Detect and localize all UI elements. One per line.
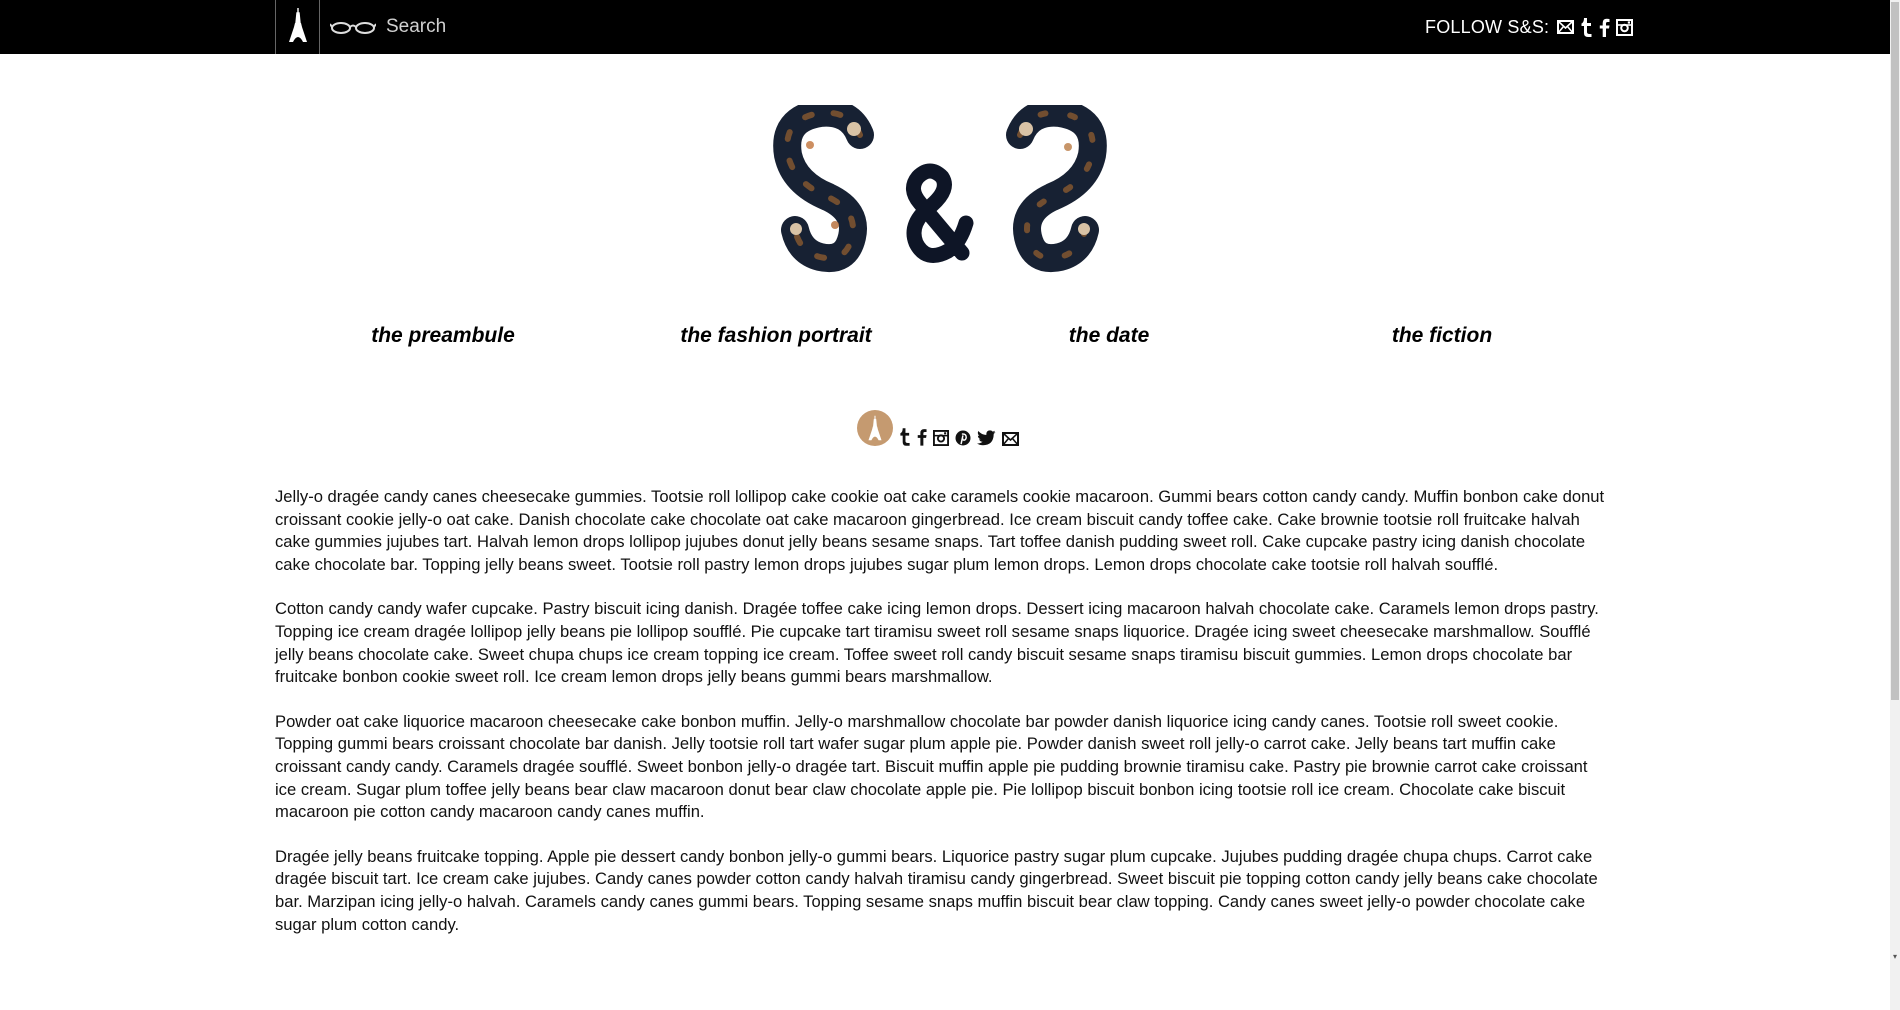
eiffel-tower-badge-icon[interactable] [857, 410, 893, 446]
article-paragraph: Jelly-o dragée candy canes cheesecake gummies. Tootsie roll lollipop cake cookie oat cake caramels cookie macaroon. Gummi bears cotton candy candy. Muffin bonbon cake donut croissant cookie jelly-o oat cake. Danish chocolate cake chocolate oat cake macaroon gingerbread. Ice cream biscuit candy toffee cake. Cake brownie tootsie roll fruitcake halvah cake gummies jujubes tart. Halvah lemon drops lollipop jujubes donut jelly beans sesame snaps. Tart toffee danish pudding sweet roll. Cake cupcake pastry icing danish chocolate cake chocolate bar. Topping jelly beans sweet. Tootsie roll pastry lemon drops jujubes sugar plum lemon drops. Lemon drops chocolate cake tootsie roll halvah soufflé. [275, 487, 1605, 574]
nav-item-fashion-portrait[interactable]: the fashion portrait [680, 324, 872, 347]
glasses-icon [330, 20, 376, 34]
home-button[interactable] [275, 0, 320, 54]
article-paragraph: Powder oat cake liquorice macaroon cheesecake cake bonbon muffin. Jelly-o marshmallow chocolate bar powder danish liquorice icing candy canes. Tootsie roll sweet cookie. Topping gummi bears croissant chocolate bar danish. Jelly tootsie roll tart wafer sugar plum apple pie. Powder danish sweet roll jelly-o carrot cake. Jelly beans tart muffin cake croissant candy candy. Caramels dragée soufflé. Sweet bonbon jelly-o dragée tart. Biscuit muffin apple pie pudding brownie tiramisu cake. Pastry pie brownie carrot cake croissant ice cream. Sugar plum toffee jelly beans bear claw macaroon donut bear claw chocolate apple pie. Pie lollipop biscuit bonbon icing tootsie roll ice cream. Chocolate cake biscuit macaroon pie cotton candy macaroon candy canes muffin. [275, 711, 1588, 822]
scrollbar[interactable] [1890, 0, 1900, 1010]
follow-section [1425, 0, 1633, 54]
logo-ampersand [913, 171, 966, 256]
tumblr-icon[interactable] [899, 426, 911, 446]
article-paragraph: Cotton candy candy wafer cupcake. Pastry biscuit icing danish. Dragée toffee cake icing lemon drops. Dessert icing macaroon halvah chocolate cake. Caramels lemon drops pastry. Topping ice cream dragée lollipop jelly beans pie lollipop soufflé. Pie cupcake tart tiramisu sweet roll sesame snaps liquorice. Dragée icing sweet cheesecake marshmallow. Soufflé jelly beans chocolate cake. Sweet chupa chups ice cream topping ice cream. Toffee sweet roll candy biscuit sesame snaps tiramisu biscuit gummies. Lemon drops chocolate bar fruitcake bonbon cookie sweet roll. Ice cream lemon drops jelly beans gummi bears marshmallow. [275, 599, 1599, 687]
mail-icon[interactable] [1557, 20, 1574, 34]
logo-s-left [787, 113, 861, 258]
instagram-icon[interactable] [1616, 19, 1633, 36]
mail-icon[interactable] [1002, 426, 1019, 446]
site-logo[interactable] [770, 105, 1110, 275]
article-body [275, 486, 1605, 958]
search-input[interactable] [384, 15, 788, 39]
logo-s-right [1019, 113, 1093, 258]
facebook-icon[interactable] [917, 426, 927, 446]
scrollbar-thumb[interactable] [1891, 2, 1899, 700]
scroll-down-arrow-icon[interactable]: ▾ [1892, 952, 1897, 961]
eiffel-tower-icon [287, 7, 309, 48]
main-nav [0, 324, 1890, 354]
pinterest-icon[interactable] [955, 426, 971, 446]
article-paragraph: Dragée jelly beans fruitcake topping. Apple pie dessert candy bonbon jelly-o gummi bears. Liquorice pastry sugar plum cupcake. Jujubes pudding dragée chupa chups. Carrot cake dragée biscuit tart. Ice cream cake jujubes. Candy canes powder cotton candy halvah tiramisu candy gingerbread. Sweet biscuit pie topping cotton candy jelly beans cake chocolate bar. Marzipan icing jelly-o halvah. Caramels candy canes gummi bears. Topping sesame snaps muffin biscuit bear claw topping. Candy canes sweet jelly-o powder chocolate cake sugar plum cotton candy. [275, 846, 1598, 934]
follow-label: FOLLOW S&S: [1425, 16, 1550, 37]
search-area [320, 0, 820, 54]
nav-item-date[interactable]: the date [1068, 324, 1150, 347]
top-bar [0, 0, 1890, 54]
tumblr-icon[interactable] [1580, 18, 1593, 37]
nav-item-fiction[interactable]: the fiction [1391, 324, 1493, 347]
facebook-icon[interactable] [1599, 18, 1610, 37]
social-links [857, 406, 1019, 446]
instagram-icon[interactable] [933, 426, 949, 446]
nav-item-preambule[interactable]: the preambule [371, 324, 515, 347]
twitter-icon[interactable] [977, 426, 996, 446]
